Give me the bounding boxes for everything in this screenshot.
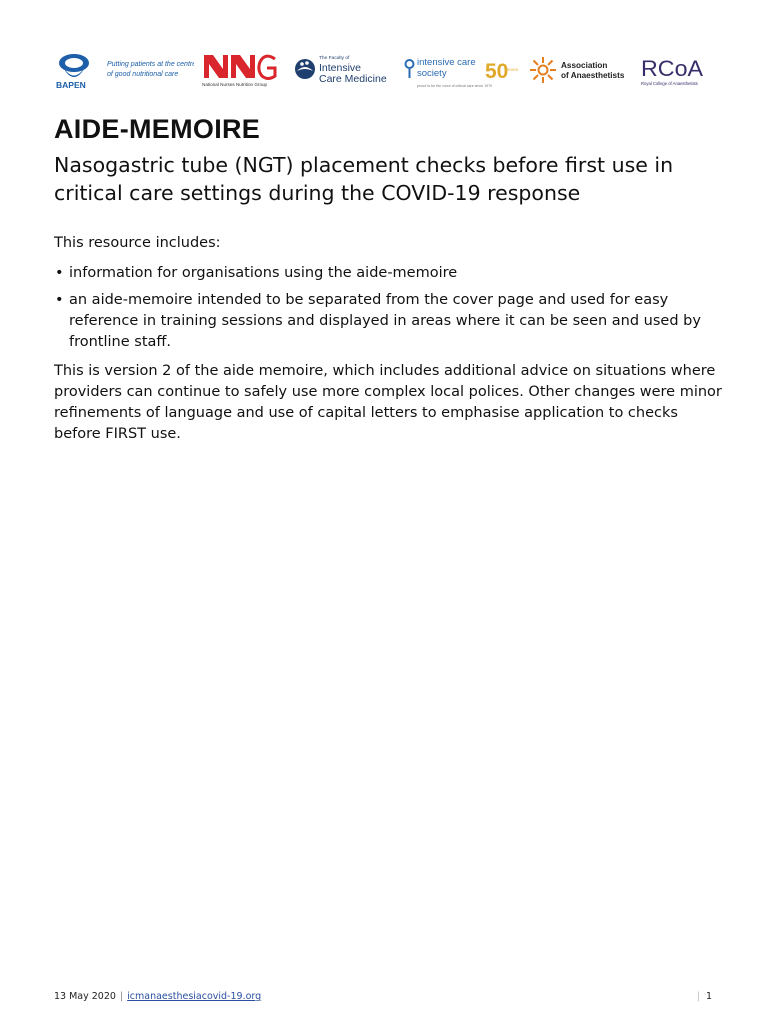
bullet-icon: • bbox=[55, 292, 64, 308]
ics-anniversary: 50 bbox=[485, 60, 509, 83]
list-item-text: information for organisations using the aide-memoire bbox=[69, 265, 458, 281]
version-note: This is version 2 of the aide memoire, which includes additional advice on situations where providers can continue to safely use more complex local polices. Other changes were minor refinements of language and use of capital letters to emphasise application to checks before FIRST use. bbox=[54, 363, 722, 442]
nnng-emblem-icon bbox=[202, 50, 280, 92]
rcoa-logo bbox=[640, 50, 714, 92]
aagbi-line-1: Association bbox=[561, 61, 608, 70]
list-item-text: an aide-memoire intended to be separated from the cover page and used for easy reference in training sessions and displayed in areas where it can be seen and used by frontline staff. bbox=[69, 292, 701, 350]
page-title: AIDE-MEMOIRE bbox=[54, 114, 261, 144]
resource-list bbox=[54, 263, 722, 353]
ficm-logo bbox=[294, 50, 398, 92]
association-of-anaesthetists-logo bbox=[529, 50, 633, 92]
bapen-tagline-2: of good nutritional care bbox=[107, 71, 179, 78]
document-body bbox=[54, 233, 722, 445]
nnng-caption: National Nurses Nutrition Group bbox=[202, 82, 268, 87]
ficm-line-2: Intensive bbox=[319, 62, 362, 74]
bapen-logo bbox=[54, 50, 194, 92]
bapen-emblem-icon bbox=[54, 50, 194, 92]
page-number-separator: | bbox=[696, 991, 700, 1002]
rcoa-mark: RCoA bbox=[641, 56, 704, 81]
ficm-line-3: Care Medicine bbox=[319, 73, 387, 85]
page-subtitle: Nasogastric tube (NGT) placement checks before first use in critical care settings during the COVID-19 response bbox=[54, 153, 674, 205]
list-item bbox=[54, 263, 722, 284]
nnng-logo bbox=[202, 50, 280, 92]
footer-separator: | bbox=[119, 991, 124, 1002]
footer-date: 13 May 2020 bbox=[54, 991, 116, 1002]
ics-line-1: intensive care bbox=[417, 57, 476, 68]
footer-website-link[interactable]: icmanaesthesiacovid-19.org bbox=[127, 991, 262, 1002]
ics-logo bbox=[404, 50, 522, 92]
list-item bbox=[54, 290, 722, 353]
bapen-tagline-1: Putting patients at the centre bbox=[107, 61, 194, 68]
ics-emblem-icon bbox=[404, 50, 522, 92]
ics-line-2: society bbox=[417, 68, 447, 79]
aagbi-sunburst-icon bbox=[529, 50, 633, 92]
ficm-line-1: The Faculty of bbox=[319, 56, 350, 61]
bapen-wordmark: BAPEN bbox=[56, 80, 86, 90]
aagbi-line-2: of Anaesthetists bbox=[561, 71, 625, 80]
intro-text: This resource includes: bbox=[54, 235, 221, 251]
ics-strap: proud to be the voice of critical care since 1970 bbox=[417, 84, 493, 88]
page-footer bbox=[54, 991, 714, 1002]
page-number: 1 bbox=[705, 991, 712, 1002]
bullet-icon: • bbox=[55, 265, 64, 281]
partner-logos-strip bbox=[54, 50, 714, 92]
rcoa-wordmark-icon bbox=[640, 50, 714, 92]
page-number-block bbox=[697, 991, 712, 1002]
ics-years: YEARS bbox=[506, 68, 519, 72]
ficm-emblem-icon bbox=[294, 50, 398, 92]
rcoa-caption: Royal College of Anaesthetists bbox=[641, 81, 698, 86]
